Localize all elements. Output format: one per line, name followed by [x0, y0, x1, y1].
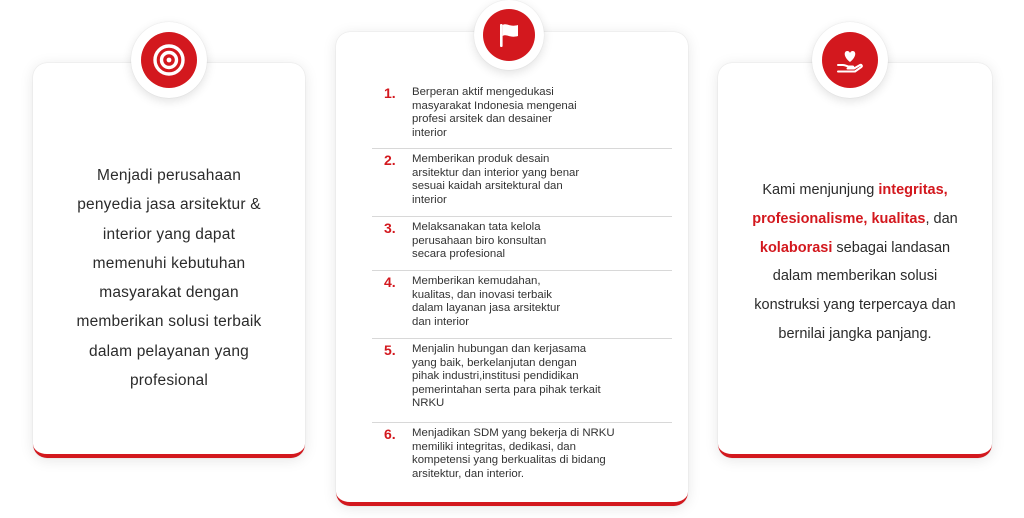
mission-badge — [474, 0, 544, 70]
mission-line: secara profesional — [412, 248, 506, 261]
highlight-profesionalisme: profesionalisme, kualitas — [752, 210, 926, 227]
values-badge — [812, 22, 888, 98]
values-text-part: , dan — [925, 210, 958, 227]
vision-line: memberikan solusi terbaik — [76, 313, 262, 331]
mission-item — [372, 149, 672, 217]
mission-line: yang baik, berkelanjutan dengan — [412, 356, 577, 369]
vision-card — [33, 63, 305, 458]
mission-line: kompetensi yang berkualitas di bidang — [412, 454, 606, 467]
mission-line: profesi arsitek dan desainer — [412, 113, 552, 126]
mission-line: pemerintahan serta para pihak terkait — [412, 383, 601, 396]
mission-line: dalam layanan jasa arsitektur — [412, 302, 561, 315]
mission-number: 6. — [384, 426, 396, 442]
mission-number: 4. — [384, 274, 396, 290]
mission-line: Menjadikan SDM yang bekerja di NRKU — [412, 427, 615, 439]
heart-hand-icon — [833, 43, 867, 77]
values-line: dalam memberikan solusi — [772, 268, 938, 285]
mission-line: perusahaan biro konsultan — [412, 234, 547, 247]
vision-text — [33, 161, 305, 395]
highlight-integritas: integritas, — [878, 182, 948, 198]
mission-number: 2. — [384, 152, 396, 168]
mission-line: masyarakat Indonesia mengenai — [412, 99, 577, 112]
values-line: konstruksi yang terpercaya dan — [754, 297, 956, 314]
mission-line: pihak industri,institusi pendidikan — [412, 370, 579, 383]
mission-line: Berperan aktif mengedukasi — [412, 86, 554, 98]
highlight-kolaborasi: kolaborasi — [759, 239, 833, 256]
values-text — [718, 176, 992, 349]
values-text-part: sebagai landasan — [832, 239, 951, 256]
mission-line: interior — [412, 193, 447, 206]
mission-line: Memberikan kemudahan, — [412, 275, 541, 287]
mission-line: Menjalin hubungan dan kerjasama — [412, 343, 587, 355]
mission-item — [372, 82, 672, 149]
values-card — [718, 63, 992, 458]
mission-line: arsitektur, dan interior. — [412, 467, 525, 480]
mission-line: arsitektur dan interior yang benar — [412, 166, 580, 179]
vision-line: dalam pelayanan yang — [89, 342, 249, 360]
mission-number: 5. — [384, 342, 396, 358]
mission-item — [372, 423, 672, 489]
vision-line: penyedia jasa arsitektur & — [77, 196, 261, 214]
mission-list — [372, 82, 672, 489]
mission-number: 1. — [384, 85, 396, 101]
mission-item — [372, 217, 672, 271]
vision-line: masyarakat dengan — [99, 284, 239, 302]
mission-line: Memberikan produk desain — [412, 153, 550, 165]
flag-icon — [494, 20, 524, 50]
vision-line: interior yang dapat — [102, 225, 236, 243]
mission-line: NRKU — [412, 397, 445, 410]
vision-badge — [131, 22, 207, 98]
vision-line: memenuhi kebutuhan — [92, 254, 246, 272]
vision-line: profesional — [129, 372, 209, 390]
values-line: bernilai jangka panjang. — [778, 325, 932, 342]
mission-item — [372, 339, 672, 423]
mission-line: Melaksanakan tata kelola — [412, 221, 541, 233]
mission-number: 3. — [384, 220, 396, 236]
mission-line: sesuai kaidah arsitektural dan — [412, 180, 563, 193]
vision-line: Menjadi perusahaan — [96, 167, 242, 184]
mission-line: kualitas, dan inovasi terbaik — [412, 288, 552, 301]
mission-line: interior — [412, 126, 447, 139]
mission-item — [372, 271, 672, 339]
mission-line: memiliki integritas, dedikasi, dan — [412, 440, 576, 453]
target-icon — [152, 43, 186, 77]
mission-line: dan interior — [412, 315, 469, 328]
mission-card — [336, 32, 688, 506]
values-text-part: Kami menjunjung — [762, 182, 879, 198]
